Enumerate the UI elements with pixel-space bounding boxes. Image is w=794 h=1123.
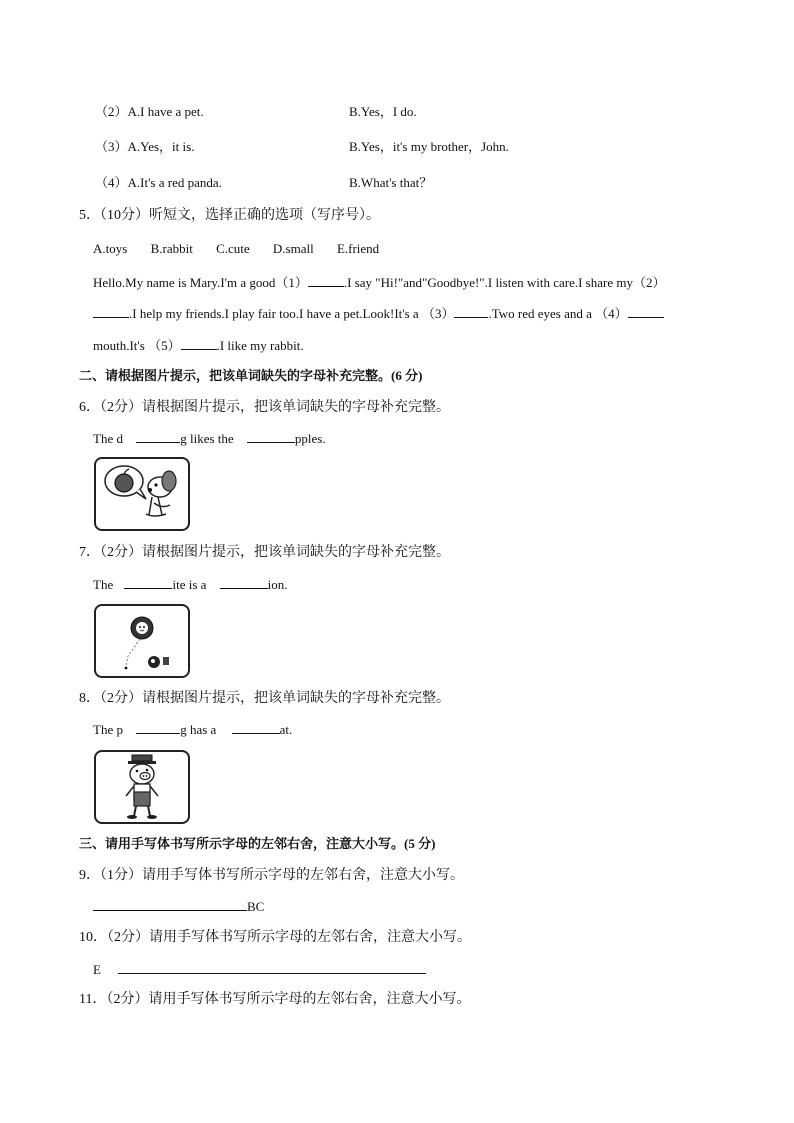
q11-title: 11．（2分）请用手写体书写所示字母的左邻右舍，注意大小写。	[79, 992, 471, 1007]
answer-blank[interactable]	[118, 961, 426, 974]
q5-title: 5．（10分）听短文，选择正确的选项（写序号）。	[79, 208, 380, 223]
sentence-text: g has a	[180, 722, 217, 737]
q4-option-3b: B.Yes，it's my brother，John.	[349, 139, 509, 154]
q4-option-4b: B.What's that？	[349, 175, 433, 190]
sentence-text: g likes the	[180, 431, 234, 446]
q9-title: 9．（1分）请用手写体书写所示字母的左邻右舍，注意大小写。	[79, 868, 464, 883]
passage-text: .I say "Hi!"and"Goodbye!".I listen with care.I share my（2）	[343, 275, 666, 290]
q8-title: 8．（2分）请根据图片提示，把该单词缺失的字母补充完整。	[79, 691, 450, 706]
answer-blank[interactable]	[232, 721, 280, 734]
q5-passage-line3	[93, 337, 304, 354]
q5-option: A.toys	[93, 241, 128, 256]
lion-kite-picture	[94, 604, 190, 678]
q9-answer-line	[93, 898, 264, 915]
answer-blank-1[interactable]	[308, 274, 344, 287]
q5-passage-line2	[93, 305, 664, 322]
q7-sentence	[93, 576, 288, 593]
answer-blank-5[interactable]	[181, 337, 217, 350]
lion-kite-icon	[96, 606, 188, 676]
q7-title: 7．（2分）请根据图片提示，把该单词缺失的字母补充完整。	[79, 545, 450, 560]
given-letters: BC	[247, 899, 265, 914]
q5-option: D.small	[272, 241, 314, 256]
q4-option-2a: （2）A.I have a pet.	[95, 104, 204, 119]
q8-sentence	[93, 721, 292, 738]
sentence-text: pples.	[294, 431, 326, 446]
given-letter: E	[93, 962, 101, 977]
q6-sentence	[93, 430, 326, 447]
answer-blank-3[interactable]	[454, 305, 488, 318]
answer-blank[interactable]	[136, 430, 180, 443]
passage-text: .I like my rabbit.	[216, 338, 304, 353]
q5-passage-line1	[93, 274, 665, 291]
q4-option-4a: （4）A.It's a red panda.	[95, 175, 222, 190]
sentence-text: The	[93, 577, 114, 592]
q5-option: B.rabbit	[150, 241, 193, 256]
dog-icon	[96, 459, 188, 529]
answer-blank-4[interactable]	[628, 305, 664, 318]
answer-blank[interactable]	[136, 721, 180, 734]
answer-blank-2[interactable]	[93, 305, 129, 318]
answer-blank[interactable]	[247, 430, 295, 443]
q5-option: E.friend	[336, 241, 380, 256]
q5-option: C.cute	[216, 241, 250, 256]
q10-title: 10．（2分）请用手写体书写所示字母的左邻右舍，注意大小写。	[79, 930, 471, 945]
pig-icon	[96, 752, 188, 822]
q10-answer-line	[93, 961, 426, 978]
q5-options	[93, 241, 379, 257]
answer-blank[interactable]	[93, 898, 247, 911]
sentence-text: The d	[93, 431, 123, 446]
sentence-text: ion.	[267, 577, 288, 592]
section-3-title: 三、请用手写体书写所示字母的左邻右舍，注意大小写。(5 分)	[79, 836, 436, 851]
passage-text: Hello.My name is Mary.I'm a good（1）	[93, 275, 308, 290]
q6-title: 6．（2分）请根据图片提示，把该单词缺失的字母补充完整。	[79, 400, 450, 415]
section-2-title: 二、请根据图片提示，把该单词缺失的字母补充完整。(6 分)	[79, 368, 423, 383]
sentence-text: The p	[93, 722, 123, 737]
passage-text: .Two red eyes and a （4）	[488, 306, 628, 321]
sentence-text: at.	[279, 722, 293, 737]
answer-blank[interactable]	[124, 576, 172, 589]
sentence-text: ite is a	[172, 577, 207, 592]
passage-text: .I help my friends.I play fair too.I have a pet.Look!It's a （3）	[129, 306, 455, 321]
q4-option-2b: B.Yes，I do.	[349, 104, 417, 119]
pig-hat-picture	[94, 750, 190, 824]
passage-text: mouth.It's （5）	[93, 338, 181, 353]
q4-option-3a: （3）A.Yes，it is.	[95, 139, 195, 154]
dog-apple-picture	[94, 457, 190, 531]
answer-blank[interactable]	[220, 576, 268, 589]
